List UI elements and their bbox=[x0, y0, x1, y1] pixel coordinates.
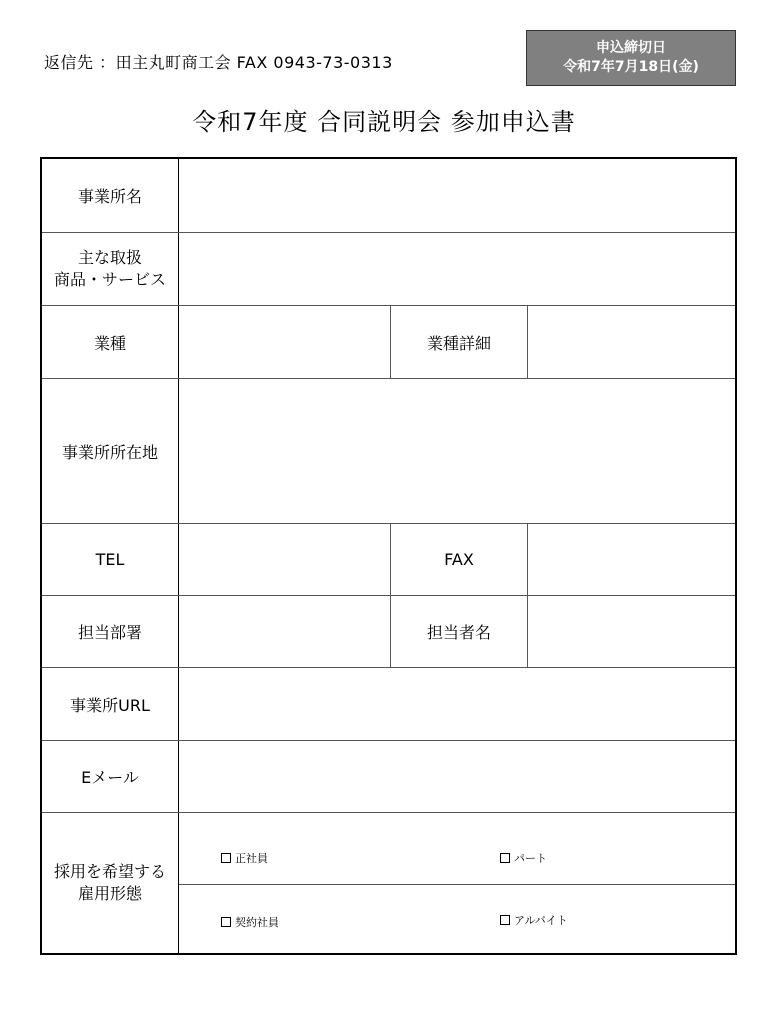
email-field[interactable] bbox=[179, 741, 735, 812]
options-divider bbox=[179, 884, 735, 885]
deadline-label: 申込締切日 bbox=[596, 40, 666, 56]
row-email bbox=[42, 740, 735, 812]
products-field[interactable] bbox=[179, 233, 735, 305]
industry-detail-label: 業種詳細 bbox=[391, 306, 528, 378]
department-field[interactable] bbox=[179, 596, 391, 667]
option-full-time-label: 正社員 bbox=[235, 852, 268, 865]
industry-detail-field[interactable] bbox=[528, 306, 735, 378]
industry-field[interactable] bbox=[179, 306, 391, 378]
industry-label: 業種 bbox=[42, 306, 179, 378]
employment-options bbox=[179, 813, 735, 953]
row-department bbox=[42, 595, 735, 667]
option-arbeit[interactable] bbox=[500, 912, 568, 928]
office-name-field[interactable] bbox=[179, 159, 735, 232]
checkbox-icon[interactable] bbox=[221, 853, 231, 863]
option-part-time[interactable] bbox=[500, 850, 547, 866]
fax-label: FAX bbox=[391, 524, 528, 595]
url-label: 事業所URL bbox=[42, 668, 179, 740]
option-contract[interactable] bbox=[221, 914, 279, 930]
office-name-label: 事業所名 bbox=[42, 159, 179, 232]
row-products bbox=[42, 232, 735, 305]
option-arbeit-label: アルバイト bbox=[514, 914, 568, 927]
products-label-line2: 商品・サービス bbox=[53, 270, 166, 289]
address-field[interactable] bbox=[179, 379, 735, 523]
row-url bbox=[42, 667, 735, 740]
person-in-charge-label: 担当者名 bbox=[391, 596, 528, 667]
checkbox-icon[interactable] bbox=[221, 917, 231, 927]
url-field[interactable] bbox=[179, 668, 735, 740]
row-industry bbox=[42, 305, 735, 378]
option-part-time-label: パート bbox=[514, 852, 547, 865]
employment-label-line2: 雇用形態 bbox=[77, 884, 142, 903]
checkbox-icon[interactable] bbox=[500, 915, 510, 925]
person-in-charge-field[interactable] bbox=[528, 596, 735, 667]
row-address bbox=[42, 378, 735, 523]
products-label-line1: 主な取扱 bbox=[77, 248, 142, 267]
row-tel-fax bbox=[42, 523, 735, 595]
row-employment-type bbox=[42, 812, 735, 953]
tel-field[interactable] bbox=[179, 524, 391, 595]
checkbox-icon[interactable] bbox=[500, 853, 510, 863]
application-form-table bbox=[40, 157, 737, 955]
option-contract-label: 契約社員 bbox=[235, 916, 279, 929]
tel-label: TEL bbox=[42, 524, 179, 595]
row-office-name bbox=[42, 159, 735, 232]
deadline-date: 令和7年7月18日(金) bbox=[563, 59, 699, 75]
deadline-box bbox=[526, 30, 736, 86]
option-full-time[interactable] bbox=[221, 850, 268, 866]
form-title: 令和7年度 合同説明会 参加申込書 bbox=[192, 108, 576, 136]
employment-label-line1: 採用を希望する bbox=[53, 862, 166, 881]
email-label: Eメール bbox=[42, 741, 179, 812]
fax-field[interactable] bbox=[528, 524, 735, 595]
department-label: 担当部署 bbox=[42, 596, 179, 667]
address-label: 事業所所在地 bbox=[42, 379, 179, 523]
products-label bbox=[42, 233, 179, 305]
reply-to-text: 返信先 ：田主丸町商工会 FAX 0943-73-0313 bbox=[44, 53, 393, 72]
employment-type-label bbox=[42, 813, 179, 953]
